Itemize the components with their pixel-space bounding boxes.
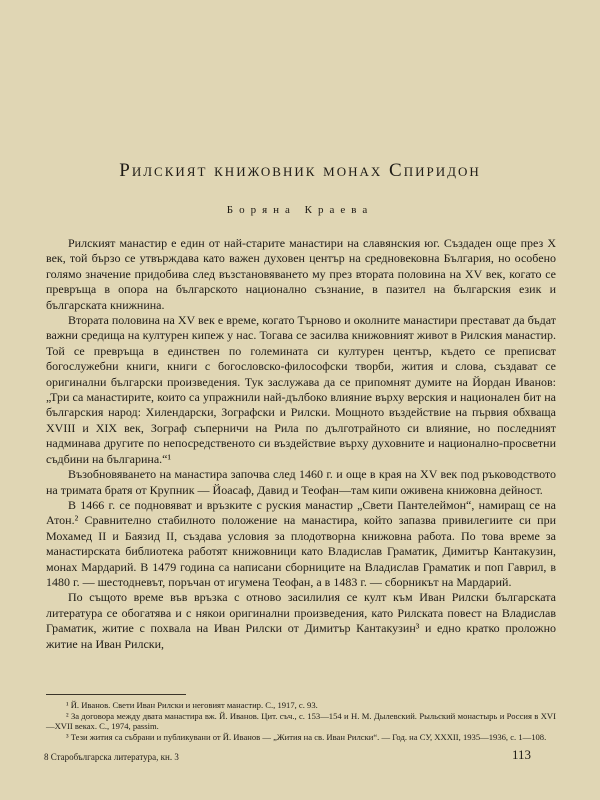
body-paragraph: Възобновяването на манастира започва след 1460 г. и още в края на XV век под ръководството на тримата братя от Крупник — Йоасаф, Давид и Теофан—там кипи оживена книжовна дейност. [46,467,556,497]
footnote-separator [46,694,186,695]
body-paragraph: В 1466 г. се подновяват и връзките с руския манастир „Свети Пантелеймон“, намиращ се на Атон.² Сравнително стабилното положение на манастира, който запазва привилегиите си при Мохамед II и Баязид II, създава условия за плодотворна книжовна работа. По това време за манастирската библиотека работят книжовници като Владислав Граматик, Димитър Кантакузин, монах Мардарий. В 1479 година са написани сборниците на Владислав Граматик и поп Гаврил, в 1480 г. — шестодневът, поръчан от игумена Теофан, а в 1483 г. — сборникът на Мардарий. [46,497,556,589]
footnotes [46,700,556,742]
printer-signature: 8 Старобългарска литература, кн. 3 [44,752,179,762]
article-title: Рилският книжовник монах Спиридон [119,160,481,181]
body-paragraph: Рилският манастир е един от най-старите манастири на славянския юг. Създаден още през X век, той бързо се утвърждава като важен духовен център на средновековна България, но особено голямо значение придобива след възстановяването му през втората половина на XV век, когато се превръща в опора на българското национално съзнание, в пазител на българския език и българската книжнина. [46,236,556,312]
article-author: Боряна Краева [226,204,374,216]
footnote: ¹ Й. Иванов. Свети Иван Рилски и неговият манастир. С., 1917, с. 93. [66,700,318,710]
body-paragraph: По същото време във връзка с отново засилилия се култ към Иван Рилски българската литература се обогатява и с някои оригинални произведения, като Рилската повест на Владислав Граматик, житие с похвала на Иван Рилски от Димитър Кантакузин³ и едно кратко проложно житие на Иван Рилски, [46,590,556,651]
footnote: ² За договора между двата манастира вж. Й. Иванов. Цит. съч., с. 153—154 и Н. М. Дылевский. Рыльский монастырь и Россия в XVI—XVII веках. С., 1974, passim. [46,710,556,732]
body-paragraph: Втората половина на XV век е време, когато Търново и околните манастири престават да бъдат важни средища на културен кипеж у нас. Тогава се засилва книжовният живот в Рилския манастир. Той се превръща в единствен по големината си културен център, където се преписват богослужебни книги, книги с богословско-философски творби, жития и слова, създават се оригинални български произведения. Тук заслужава да се припомнят думите на Йордан Иванов: „Три са манастирите, които са упражнили най-дълбоко влияние върху верския и национален бит на българския народ: Хилендарски, Зографски и Рилски. Мощното въздействие на първия обхваща XVIII и XIX век, Зограф съперничи на Рила по дълготрайното си влияние, но последният надминава другите по непосредственото си въздействие върху духовните и национално-просветни съдбини на българина.“¹ [46,313,556,466]
article-body [46,236,556,652]
footnote: ³ Тези жития са събрани и публикувани от Й. Иванов — „Жития на св. Иван Рилски“. — Год. на СУ, XXXII, 1935—1936, с. 1—108. [66,731,547,742]
page-number: 113 [512,747,532,762]
